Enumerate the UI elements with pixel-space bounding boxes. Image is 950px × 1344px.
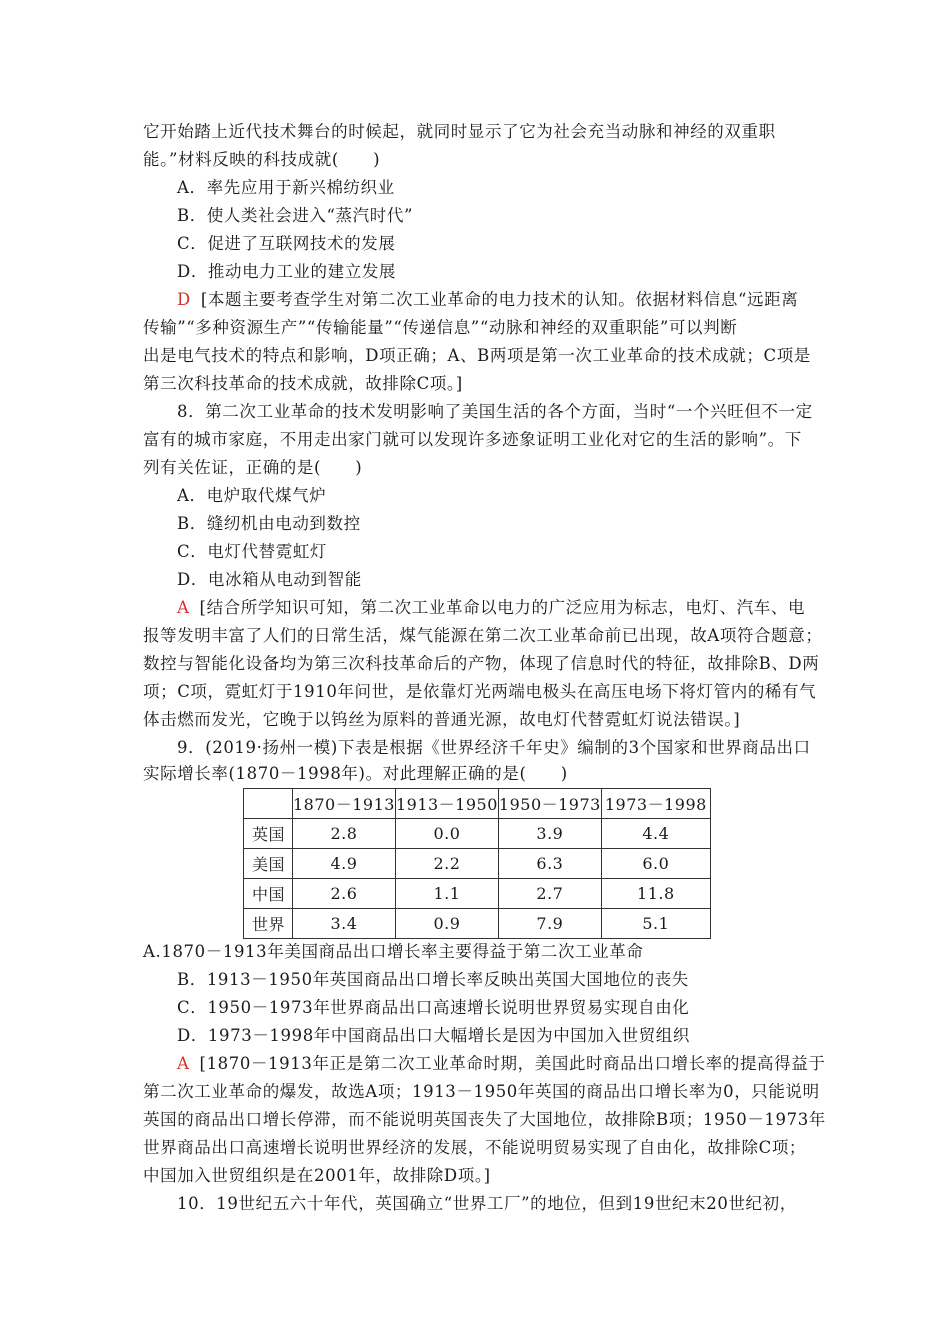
q8-stem-line: 8．第二次工业革命的技术发明影响了美国生活的各个方面，当时“一个兴旺但不一定 xyxy=(177,402,813,421)
q7-stem-line: 能。”材料反映的科技成就( ) xyxy=(143,150,381,169)
table-cell xyxy=(244,789,293,819)
q9-explanation-line: 中国加入世贸组织是在2001年，故排除D项。] xyxy=(143,1166,491,1185)
q7-option-a: A．率先应用于新兴棉纺织业 xyxy=(177,178,395,197)
q8-option-b: B．缝纫机由电动到数控 xyxy=(177,514,361,533)
q8-answer: A xyxy=(177,598,190,617)
table-cell: 4.4 xyxy=(601,819,710,849)
q9-explanation-line: A [1870－1913年正是第二次工业革命时期，美国此时商品出口增长率的提高得益于 xyxy=(177,1054,826,1073)
table-cell: 11.8 xyxy=(601,879,710,909)
table-cell: 6.3 xyxy=(498,849,601,879)
q7-answer: D xyxy=(177,290,191,309)
table-header-cell: 1870－1913 xyxy=(293,789,396,819)
q8-option-d: D．电冰箱从电动到智能 xyxy=(177,570,362,589)
q8-option-c: C．电灯代替霓虹灯 xyxy=(177,542,328,561)
row-label: 英国 xyxy=(244,819,293,849)
q10-stem-line: 10．19世纪五六十年代，英国确立“世界工厂”的地位，但到19世纪末20世纪初， xyxy=(177,1194,797,1213)
table-cell: 7.9 xyxy=(498,909,601,939)
q9-option-b: B．1913－1950年英国商品出口增长率反映出英国大国地位的丧失 xyxy=(177,970,689,989)
q7-option-c: C．促进了互联网技术的发展 xyxy=(177,234,396,253)
q7-stem-line: 它开始踏上近代技术舞台的时候起，就同时显示了它为社会充当动脉和神经的双重职 xyxy=(143,122,776,141)
q7-explanation-line: 传输”“多种资源生产”“传输能量”“传递信息”“动脉和神经的双重职能”可以判断 xyxy=(143,318,738,337)
q7-option-b: B．使人类社会进入“蒸汽时代” xyxy=(177,206,413,225)
q9-explanation-line: 英国的商品出口增长停滞，而不能说明英国丧失了大国地位，故排除B项；1950－1973年 xyxy=(143,1110,826,1129)
table-header-cell: 1950－1973 xyxy=(498,789,601,819)
q8-explanation-line: 数控与智能化设备均为第三次科技革命后的产物，体现了信息时代的特征，故排除B、D两 xyxy=(143,654,820,673)
table-cell: 6.0 xyxy=(601,849,710,879)
table-row xyxy=(244,879,711,909)
table-header-cell: 1913－1950 xyxy=(395,789,498,819)
q8-stem-line: 富有的城市家庭，不用走出家门就可以发现许多迹象证明工业化对它的生活的影响”。下 xyxy=(143,430,802,449)
table-row xyxy=(244,819,711,849)
q9-explanation-line: 世界商品出口高速增长说明世界经济的发展，不能说明贸易实现了自由化，故排除C项； xyxy=(143,1138,807,1157)
table-cell: 2.6 xyxy=(293,879,396,909)
q9-option-c: C．1950－1973年世界商品出口高速增长说明世界贸易实现自由化 xyxy=(177,998,690,1017)
table-row xyxy=(244,849,711,879)
table-cell: 1.1 xyxy=(395,879,498,909)
export-growth-table xyxy=(243,788,711,939)
q7-explanation-line: 出是电气技术的特点和影响，D项正确；A、B两项是第一次工业革命的技术成就；C项是 xyxy=(143,346,811,365)
table-cell: 2.2 xyxy=(395,849,498,879)
q9-stem-line: 实际增长率(1870－1998年)。对此理解正确的是( ) xyxy=(143,764,568,783)
q8-explanation-line: A [结合所学知识可知，第二次工业革命以电力的广泛应用为标志，电灯、汽车、电 xyxy=(177,598,806,617)
table-cell: 0.0 xyxy=(395,819,498,849)
q9-stem-line: 9．(2019·扬州一模)下表是根据《世界经济千年史》编制的3个国家和世界商品出口 xyxy=(177,738,811,757)
q9-explanation-line: 第二次工业革命的爆发，故选A项；1913－1950年英国的商品出口增长率为0，只能说明 xyxy=(143,1082,820,1101)
q8-explanation-line: 项；C项，霓虹灯于1910年问世，是依靠灯光两端电极头在高压电场下将灯管内的稀有气 xyxy=(143,682,817,701)
q7-explanation-line: D [本题主要考查学生对第二次工业革命的电力技术的认知。依据材料信息“远距离 xyxy=(177,290,799,309)
table-cell: 4.9 xyxy=(293,849,396,879)
q9-option-a: A.1870－1913年美国商品出口增长率主要得益于第二次工业革命 xyxy=(143,942,644,961)
row-label: 世界 xyxy=(244,909,293,939)
row-label: 美国 xyxy=(244,849,293,879)
table-cell: 0.9 xyxy=(395,909,498,939)
q7-explanation-line: 第三次科技革命的技术成就，故排除C项。] xyxy=(143,374,463,393)
q8-option-a: A．电炉取代煤气炉 xyxy=(177,486,327,505)
table-cell: 3.4 xyxy=(293,909,396,939)
table-cell: 3.9 xyxy=(498,819,601,849)
q9-answer: A xyxy=(177,1054,190,1073)
table-row xyxy=(244,909,711,939)
q9-option-d: D．1973－1998年中国商品出口大幅增长是因为中国加入世贸组织 xyxy=(177,1026,691,1045)
row-label: 中国 xyxy=(244,879,293,909)
q8-explanation-line: 体击燃而发光，它晚于以钨丝为原料的普通光源，故电灯代替霓虹灯说法错误。] xyxy=(143,710,741,729)
table-header-cell: 1973－1998 xyxy=(601,789,710,819)
table-header-row xyxy=(244,789,711,819)
q8-stem-line: 列有关佐证，正确的是( ) xyxy=(143,458,363,477)
table-cell: 2.7 xyxy=(498,879,601,909)
table-cell: 2.8 xyxy=(293,819,396,849)
table-cell: 5.1 xyxy=(601,909,710,939)
q8-explanation-line: 报等发明丰富了人们的日常生活，煤气能源在第二次工业革命前已出现，故A项符合题意； xyxy=(143,626,823,645)
q7-option-d: D．推动电力工业的建立发展 xyxy=(177,262,397,281)
